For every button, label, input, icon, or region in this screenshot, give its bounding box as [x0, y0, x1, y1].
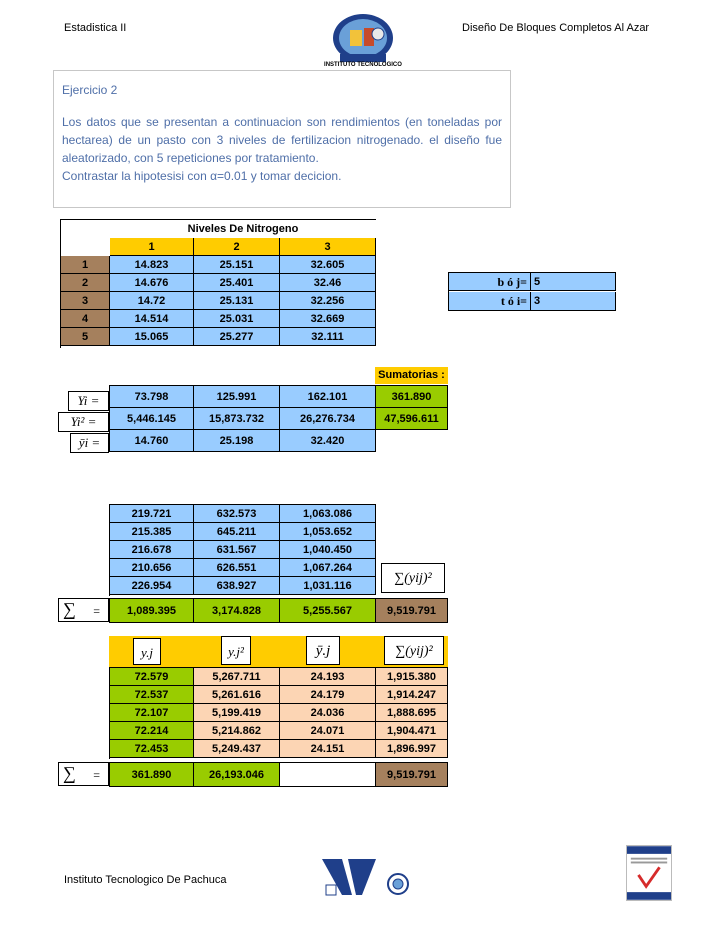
b-2-4: 1,914.247: [376, 686, 448, 704]
gear-icon: [386, 872, 410, 896]
sq-2-3: 1,053.652: [280, 523, 376, 541]
sq-2-1: 215.385: [110, 523, 194, 541]
b-total-2: 26,193.046: [194, 763, 280, 787]
header-right-text: Diseño De Bloques Completos Al Azar: [462, 22, 650, 34]
sigma-squares-row: [58, 598, 109, 622]
b-4-1: 72.214: [110, 722, 194, 740]
sq-total-2: 3,174.828: [194, 599, 280, 623]
ybar-1: 14.760: [110, 430, 194, 452]
param-b-label: b ó j=: [449, 273, 531, 291]
sq-total-3: 5,255.567: [280, 599, 376, 623]
exercise-title: Ejercicio 2: [62, 83, 118, 97]
params-table: [448, 272, 616, 311]
b-5-1: 72.453: [110, 740, 194, 758]
equals-sign: =: [93, 604, 100, 618]
b-1-1: 72.579: [110, 668, 194, 686]
cell-4-3: 32.669: [280, 310, 376, 328]
yi-2: 125.991: [194, 386, 280, 408]
sq-3-1: 216.678: [110, 541, 194, 559]
yi2-3: 26,276.734: [280, 408, 376, 430]
sum-squares-formula: ∑(yij)²: [381, 563, 445, 593]
cell-3-1: 14.72: [110, 292, 194, 310]
cell-1-3: 32.605: [280, 256, 376, 274]
yi2-2: 15,873.732: [194, 408, 280, 430]
sq-total-1: 1,089.395: [110, 599, 194, 623]
blocks-totals: [109, 762, 448, 787]
tec-logo: [318, 855, 380, 900]
cell-2-3: 32.46: [280, 274, 376, 292]
b-2-2: 5,261.616: [194, 686, 280, 704]
cell-2-2: 25.401: [194, 274, 280, 292]
logo-caption: INSTITUTO TECNOLOGICO: [324, 62, 402, 68]
exercise-body: Los datos que se presentan a continuacion son rendimientos (en toneladas por hectarea) de un pasto con 3 niveles de fertilizacion nitrogenado. el diseño fue aleatorizado, con 5 repeticiones por tratamiento.: [62, 115, 502, 165]
b-3-3: 24.036: [280, 704, 376, 722]
cell-4-1: 14.514: [110, 310, 194, 328]
param-t-value: 3: [531, 292, 616, 311]
sq-2-2: 645.211: [194, 523, 280, 541]
b-4-3: 24.071: [280, 722, 376, 740]
row-label-2: 2: [61, 274, 110, 292]
yi2-1: 5,446.145: [110, 408, 194, 430]
b-4-2: 5,214.862: [194, 722, 280, 740]
sigma-symbol: ∑: [63, 599, 76, 619]
cell-1-2: 25.151: [194, 256, 280, 274]
sq-3-3: 1,040.450: [280, 541, 376, 559]
b-3-1: 72.107: [110, 704, 194, 722]
row-label-3: 3: [61, 292, 110, 310]
yi-1: 73.798: [110, 386, 194, 408]
yi2-label: Yi² =: [58, 412, 109, 432]
footer-left-text: Instituto Tecnologico De Pachuca: [64, 874, 227, 886]
cell-3-2: 25.131: [194, 292, 280, 310]
header-ybar-j: ȳ.j: [306, 636, 340, 665]
summary-table: [109, 385, 448, 452]
sq-5-3: 1,031.116: [280, 577, 376, 595]
sq-1-3: 1,063.086: [280, 505, 376, 523]
cell-1-1: 14.823: [110, 256, 194, 274]
ybar-3: 32.420: [280, 430, 376, 452]
b-3-2: 5,199.419: [194, 704, 280, 722]
sq-1-2: 632.573: [194, 505, 280, 523]
param-b-value: 5: [531, 273, 616, 291]
sq-1-1: 219.721: [110, 505, 194, 523]
sq-4-2: 626.551: [194, 559, 280, 577]
col-header-2: 2: [194, 238, 280, 256]
yi-sum: 361.890: [376, 386, 448, 408]
equals-sign-2: =: [93, 768, 100, 782]
cell-3-3: 32.256: [280, 292, 376, 310]
ybar-label: ȳi =: [70, 433, 109, 453]
header-y-j-squared: y.j²: [221, 636, 251, 665]
exercise-box: [53, 70, 511, 208]
yi2-sum: 47,596.611: [376, 408, 448, 430]
b-3-4: 1,888.695: [376, 704, 448, 722]
cell-5-3: 32.111: [280, 328, 376, 346]
squares-table: [109, 504, 376, 596]
cell-2-1: 14.676: [110, 274, 194, 292]
col-header-1: 1: [110, 238, 194, 256]
data-table: [60, 219, 376, 348]
b-5-3: 24.151: [280, 740, 376, 758]
row-label-4: 4: [61, 310, 110, 328]
sq-5-2: 638.927: [194, 577, 280, 595]
sigma-blocks-row: [58, 762, 109, 786]
sq-4-3: 1,067.264: [280, 559, 376, 577]
b-total-3: [280, 763, 376, 787]
squares-totals: [109, 598, 448, 623]
header-sum-yij-squared: ∑(yij)²: [384, 636, 444, 665]
b-4-4: 1,904.471: [376, 722, 448, 740]
b-5-2: 5,249.437: [194, 740, 280, 758]
exercise-instruction: Contrastar la hipotesisi con α=0.01 y tomar decicion.: [62, 169, 342, 183]
row-label-1: 1: [61, 256, 110, 274]
cell-5-1: 15.065: [110, 328, 194, 346]
b-5-4: 1,896.997: [376, 740, 448, 758]
b-1-2: 5,267.711: [194, 668, 280, 686]
param-t-label: t ó i=: [449, 292, 531, 311]
cell-5-2: 25.277: [194, 328, 280, 346]
row-label-5: 5: [61, 328, 110, 346]
sumatorias-label: Sumatorias :: [375, 367, 448, 384]
header-left-text: Estadistica II: [64, 22, 127, 34]
cell-4-2: 25.031: [194, 310, 280, 328]
table-title: Niveles De Nitrogeno: [110, 220, 376, 238]
b-total-1: 361.890: [110, 763, 194, 787]
yi-label: Yi =: [68, 391, 109, 411]
ybar-2: 25.198: [194, 430, 280, 452]
b-2-1: 72.537: [110, 686, 194, 704]
b-1-3: 24.193: [280, 668, 376, 686]
sigma-symbol-2: ∑: [63, 763, 76, 783]
sq-5-1: 226.954: [110, 577, 194, 595]
yi-3: 162.101: [280, 386, 376, 408]
b-2-3: 24.179: [280, 686, 376, 704]
b-1-4: 1,915.380: [376, 668, 448, 686]
header-y-j: y.j: [133, 638, 161, 665]
sq-3-2: 631.567: [194, 541, 280, 559]
b-total-4: 9,519.791: [376, 763, 448, 787]
sq-grand-total: 9,519.791: [376, 599, 448, 623]
sq-4-1: 210.656: [110, 559, 194, 577]
blocks-table: [109, 667, 448, 759]
col-header-3: 3: [280, 238, 376, 256]
sgc-certification-logo: [626, 845, 672, 901]
